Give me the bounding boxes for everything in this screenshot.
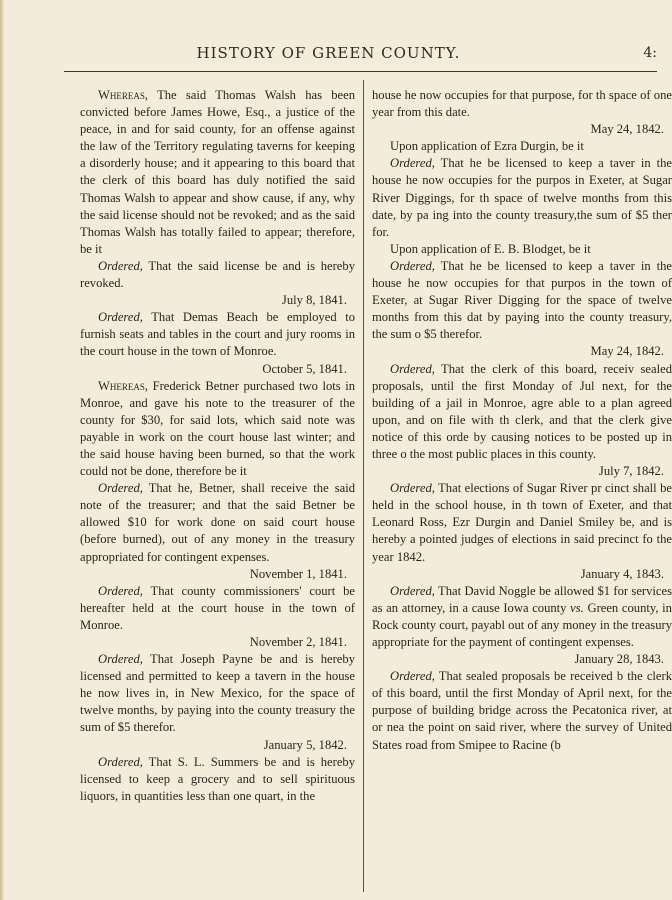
- page-edge-shadow: [0, 0, 4, 900]
- page-number: 4:: [643, 45, 657, 61]
- paragraph-lead: Ordered,: [390, 258, 435, 273]
- paragraph-text: That he be licensed to keep a taver in the house he now occupies for the purpos in Exeter, at Sugar River Diggings, for th space of twelve months from this date, by pa ing into the county treasury,the sum of $5 ther for.: [372, 156, 672, 239]
- dateline: May 24, 1842.: [590, 344, 664, 359]
- paragraph-text: Green county, in Rock county court, payabl out of any money in the treasury appropriate for the payment of contingent expenses.: [372, 600, 672, 649]
- paragraph-lead: Whereas,: [98, 88, 149, 102]
- paragraph-text: That he, Betner, shall receive the said note of the treasurer; and that the said Betner be allowed $10 for work done on said court house (before burned), out of any money in the treasury appropriated for contingent expenses.: [80, 481, 355, 564]
- paragraph-text: That the clerk of this board, receiv sealed proposals, until the first Monday of Jul next, for the building of a jail in Monroe, agre able to a plan agreed upon, and on file with th clerk, and that the clerk give notice of this orde by causing notices to be posted up in three o the most public places in this county.: [372, 361, 672, 461]
- paragraph-text: That Demas Beach be employed to furnish seats and tables in the court and jury rooms in the court house in the town of Monroe.: [80, 310, 355, 359]
- paragraph-lead: Ordered,: [390, 156, 435, 171]
- dateline: January 5, 1842.: [263, 737, 347, 752]
- paragraph-lead: Ordered,: [390, 481, 435, 496]
- paragraph-lead: Ordered,: [98, 652, 143, 667]
- paragraph: [80, 480, 355, 565]
- dateline: October 5, 1841.: [262, 361, 347, 376]
- paragraph: [80, 651, 355, 736]
- running-head-title: HISTORY OF GREEN COUNTY.: [196, 44, 461, 62]
- paragraph: house he now occupies for that purpose, for th space of one year from this date.: [372, 88, 672, 120]
- paragraph: [372, 668, 672, 753]
- right-column: [372, 87, 672, 754]
- dateline: January 4, 1843.: [580, 566, 664, 581]
- dateline: January 28, 1843.: [574, 652, 664, 667]
- left-column: [80, 87, 355, 805]
- paragraph-text: That Joseph Payne be and is hereby licensed and permitted to keep a tavern in the house he now lives in, in New Mexico, for the space of twelve months, by paying into the county treasury the sum of $5 therefor.: [80, 652, 355, 735]
- paragraph-text: The said Thomas Walsh has been convicted before James Howe, Esq., a justice of the peace, in and for said county, for an offense against the law of the Territory regulating taverns for keeping a disorderly house; and it appearing to this board that the clerk of this board has duly notified the said Thomas Walsh to appear and show cause, if any, why the said license should not be revoked; and as the said Thomas Walsh has totally failed to appear; therefore, be it: [80, 88, 355, 256]
- paragraph: [80, 583, 355, 634]
- header-rule: [64, 71, 657, 72]
- paragraph-lead: Whereas,: [98, 378, 149, 393]
- column-divider: [363, 80, 364, 892]
- paragraph: [372, 258, 672, 343]
- dateline: November 1, 1841.: [249, 566, 347, 581]
- paragraph: Upon application of E. B. Blodget, be it: [390, 241, 591, 256]
- paragraph-lead: Ordered,: [98, 310, 143, 325]
- paragraph: [372, 480, 672, 565]
- dateline: May 24, 1842.: [590, 122, 664, 137]
- paragraph: Upon application of Ezra Durgin, be it: [390, 139, 584, 154]
- paragraph: [80, 378, 355, 481]
- paragraph: [372, 583, 672, 651]
- paragraph-lead: Ordered,: [98, 258, 143, 273]
- paragraph-text: That he be licensed to keep a taver in the house he now occupies for that purpos in the town of Exeter, at Sugar River Digging for the space of twelve months from this dat by paying into the county treasury, the sum o $5 therefor.: [372, 258, 672, 342]
- paragraph-text: That sealed proposals be received b the clerk of this board, until the first Monday of April next, for the purpose of building bridge across the Pecatonica river, at or nea the point on said river, where the survey of United States road from Smipee to Racine (b: [372, 669, 672, 752]
- paragraph-lead: Ordered,: [390, 361, 435, 376]
- paragraph: [80, 754, 355, 805]
- dateline: July 7, 1842.: [598, 464, 664, 479]
- versus-abbrev: vs.: [570, 600, 584, 615]
- dateline: November 2, 1841.: [249, 635, 347, 649]
- paragraph-text: Frederick Betner purchased two lots in Monroe, and gave his note to the treasurer of the county for $30, for said lots, which said note was payable in work on the court house last winter; and the said house having been burned, so that the work could not be done, therefore be it: [80, 378, 355, 479]
- paragraph: [372, 155, 672, 240]
- paragraph-text: That elections of Sugar River pr cinct shall be held in the school house, in th town of Exeter, and that Leonard Ross, Ezr Durgin and Daniel Smiley be, and is hereby a pointed judges of elections in said precinct fo the year 1842.: [372, 481, 672, 564]
- paragraph-lead: Ordered,: [98, 754, 143, 769]
- dateline: July 8, 1841.: [281, 293, 347, 308]
- paragraph: [372, 361, 672, 464]
- paragraph-text: That the said license be and is hereby revoked.: [80, 258, 355, 291]
- paragraph-lead: Ordered,: [390, 669, 435, 684]
- paragraph-lead: Ordered,: [390, 583, 435, 598]
- paragraph-text: That S. L. Summers be and is hereby licensed to keep a grocery and to sell spirituous liquors, in quantities less than one quart, in the: [80, 754, 355, 803]
- paragraph-lead: Ordered,: [98, 583, 143, 598]
- paragraph-lead: Ordered,: [98, 481, 143, 496]
- paragraph: [80, 258, 355, 292]
- paragraph-text: That David Noggle be allowed $1 for services as an attorney, in a cause Iowa county: [372, 583, 672, 615]
- paragraph: [80, 309, 355, 360]
- paragraph-text: That county commissioners' court be hereafter held at the court house in the town of Monroe.: [80, 583, 355, 632]
- paragraph: [80, 87, 355, 258]
